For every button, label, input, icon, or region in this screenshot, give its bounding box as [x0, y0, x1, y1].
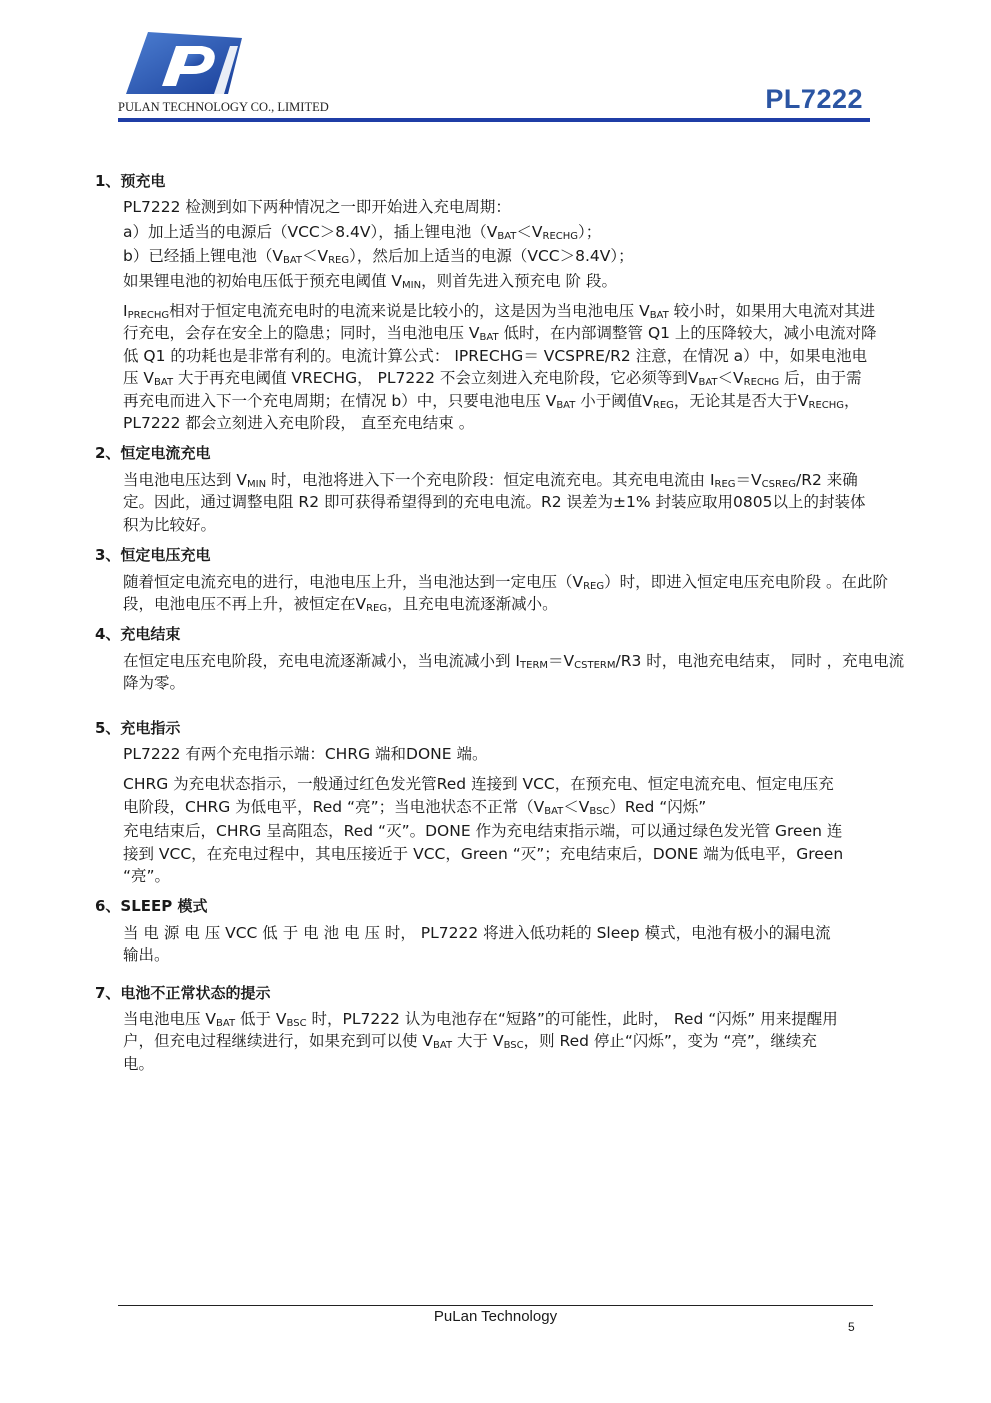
paragraph: PL7222 检测到如下两种情况之一即开始进入充电周期：: [123, 198, 511, 217]
paragraph: $I_{PRECHG}$相对于恒定电流充电时的电流来说是比较小的，这是因为当电池电压 $V_{BAT}$ 较小时，如果用大电流对其进行充电，会存在安全上的隐患；同时，当电池电压 $V_{BAT}$ 低时，在内部调整管 Q1 上的压降较大，减小电流对降低 Q1 的功耗也是非常有利的。电流计算公式： IPRECHG＝ VCSPRE/R2 注意，在情况 a）中，如果电池电压 $V_{BAT}$ 大于再充电阈值 VRECHG， PL7222 不会立刻进入充电阶段，它必须等到$V_{BAT}<V_{RECHG}$ 后，由于需再充电而进入下一个充电周期；在情况 b）中，只要电池电压 $V_{BAT}$ 小于阈值$V_{REG}$，无论其是否大于$V_{RECHG}$，PL7222 都会立刻进入充电阶段， 直至充电结束 。: [123, 302, 877, 433]
paragraph: b）已经插上锂电池$(V_{BAT}<V_{REG})$，然后加上适当的电源（VCC＞8.4V）；: [123, 247, 634, 267]
pulan-logo-icon: [118, 28, 246, 100]
document-body: [95, 170, 905, 1083]
paragraph: 如果锂电池的初始电压低于预充电阈值 $V_{MIN}$，则首先进入预充电 阶 段。: [123, 271, 617, 291]
section-heading-battery-abnormal: 7、电池不正常状态的提示: [95, 983, 271, 1002]
section-heading-constant-current: 2、恒定电流充电: [95, 444, 211, 463]
paragraph: 当电池电压达到 $V_{MIN}$ 时，电池将进入下一个充电阶段：恒定电流充电。其充电电流由 $I_{REG}=V_{CSREG}/R2$ 来确定。因此，通过调整电阻 R2 即可获得希望得到的充电电流。R2 误差为±1% 封装应取用0805以上的封装体积为比较好。: [123, 470, 866, 534]
section-heading-sleep-mode: 6、SLEEP 模式: [95, 897, 208, 916]
footer-company: PuLan Technology: [433, 1308, 558, 1325]
section-heading-constant-voltage: 3、恒定电压充电: [95, 546, 211, 565]
paragraph: 当 电 源 电 压 VCC 低 于 电 池 电 压 时， PL7222 将进入低功耗的 Sleep 模式，电池有极小的漏电流输出。: [123, 923, 831, 965]
model-title: PL7222: [765, 84, 863, 114]
section-heading-charge-indicator: 5、充电指示: [95, 718, 181, 737]
paragraph: 充电结束后，CHRG 呈高阻态，Red “灭”。DONE 作为充电结束指示端，可以通过绿色发光管 Green 连接到 VCC，在充电过程中，其电压接近于 VCC，Green “灭”；充电结束后，DONE 端为低电平，Green “亮”。: [123, 822, 844, 885]
section-heading-charge-end: 4、充电结束: [95, 625, 181, 644]
paragraph: a）加上适当的电源后（VCC＞8.4V），插上锂电池$(V_{BAT}<V_{RECHG})$；: [123, 222, 602, 242]
header-rule: [118, 118, 870, 122]
page-number: 5: [848, 1320, 855, 1334]
paragraph: 随着恒定电流充电的进行，电池电压上升，当电池达到一定电压$(V_{REG})$时，即进入恒定电压充电阶段 。在此阶段，电池电压不再上升，被恒定在$V_{REG}$，且充电电流逐渐减小。: [123, 572, 889, 614]
company-name: PULAN TECHNOLOGY CO., LIMITED: [118, 100, 329, 114]
paragraph: CHRG 为充电状态指示，一般通过红色发光管Red 连接到 VCC，在预充电、恒定电流充电、恒定电压充电阶段，CHRG 为低电平，Red “亮”；当电池状态不正常$(V_{BAT}<V_{BSC})Red$ “闪烁”: [123, 775, 834, 817]
paragraph: 在恒定电压充电阶段，充电电流逐渐减小，当电流减小到 $I_{TERM}=V_{CSTERM}/R3$ 时，电池充电结束， 同时 ，充电电流降为零。: [123, 651, 905, 693]
paragraph: 当电池电压 $V_{BAT}$ 低于 $V_{BSC}$ 时，PL7222 认为电池存在“短路”的可能性，此时， Red “闪烁” 用来提醒用户，但充电过程继续进行，如果充到可以使 $V_{BAT}$ 大于 $V_{BSC}$，则 Red 停止“闪烁”，变为 “亮”，继续充电。: [123, 1010, 838, 1073]
footer-rule: [118, 1305, 873, 1306]
paragraph: PL7222 有两个充电指示端：CHRG 端和DONE 端。: [123, 744, 488, 763]
section-heading-precharge: 1、预充电: [95, 172, 166, 190]
